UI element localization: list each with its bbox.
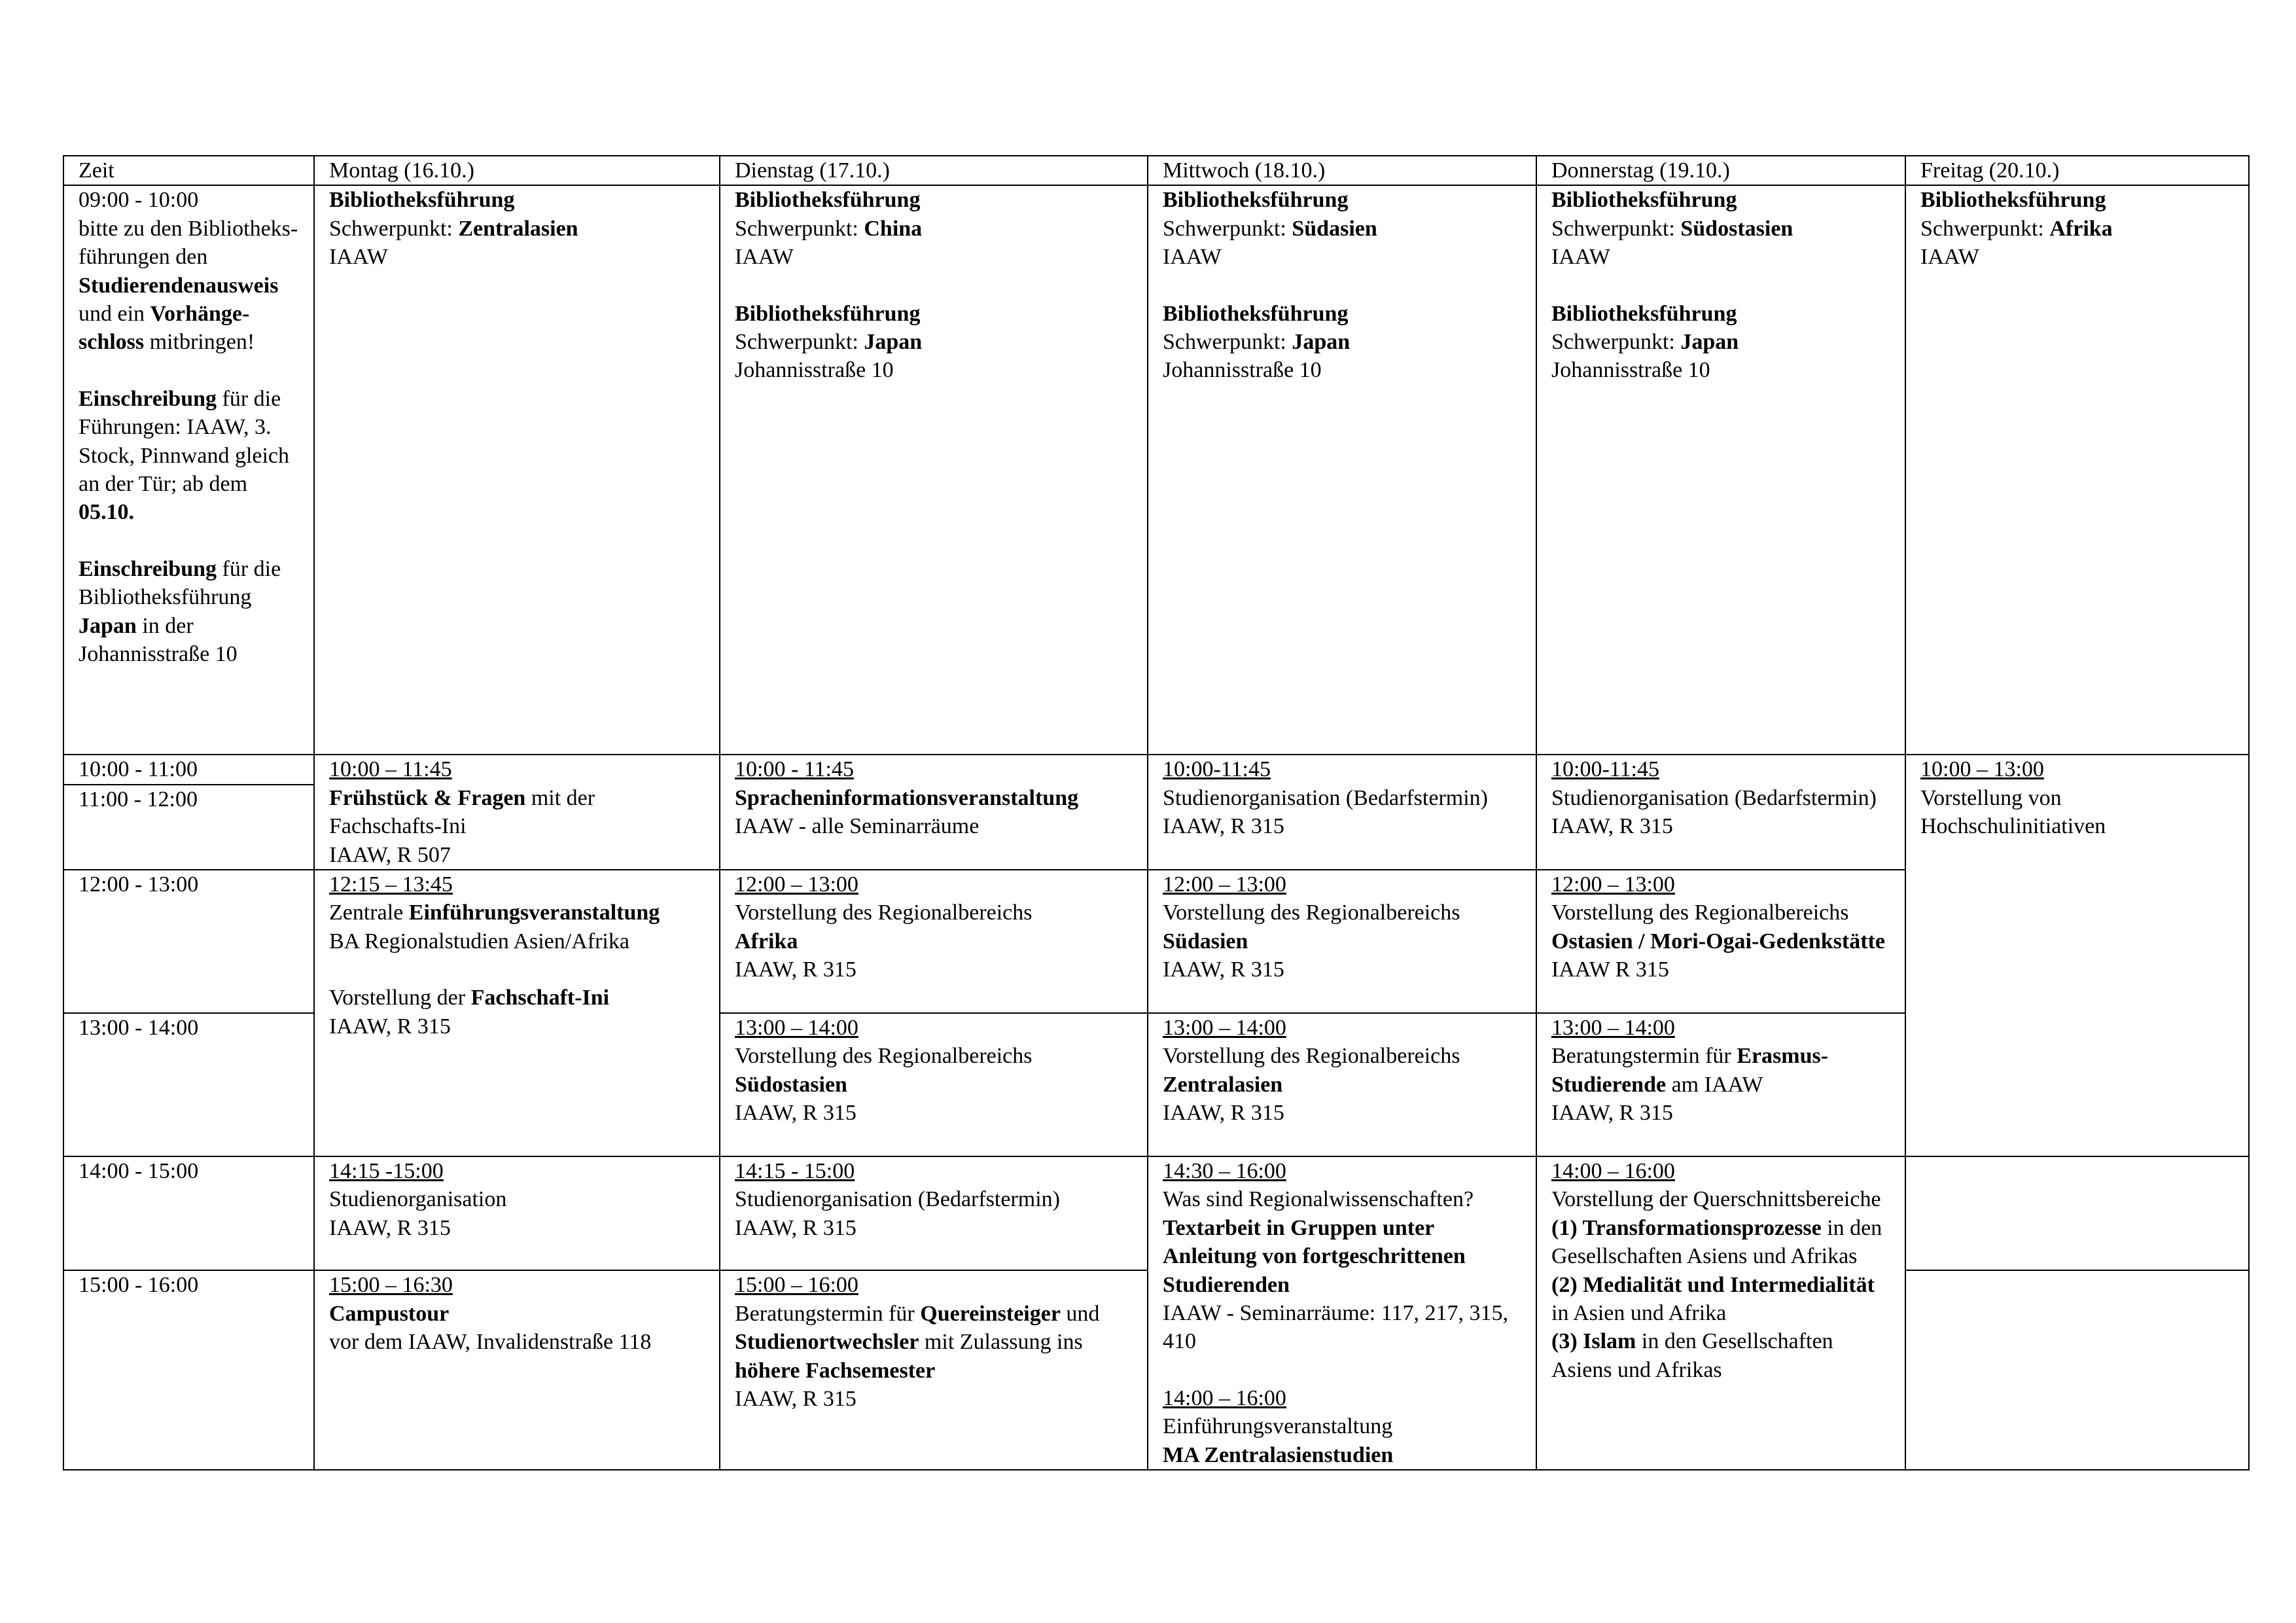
schedule-table: [63, 155, 2250, 1471]
event-thu-erasmus: 13:00 – 14:00 Beratungstermin für Erasmus-Studierende am IAAW IAAW, R 315: [1536, 1013, 1905, 1156]
event-wed-region-south-asia: 12:00 – 13:00 Vorstellung des Regionalbereichs Südasien IAAW, R 315: [1148, 870, 1536, 1013]
note-paragraph-2: Einschreibung für die Führungen: IAAW, 3. Stock, Pinnwand gleich an der Tür; ab dem 05.10.: [79, 386, 290, 525]
header-wednesday: Mittwoch (18.10.): [1148, 156, 1536, 185]
event-wed-regional-sciences: 14:30 – 16:00 Was sind Regionalwissenschaften? Textarbeit in Gruppen unter Anleitung von fortgeschrittenen Studierenden IAAW - Seminarräume: 117, 217, 315, 410 14:00 – 16:00 Einführungsveranstaltung MA Zentralasienstudien: [1148, 1156, 1536, 1470]
event-fri-initiatives: 10:00 – 13:00 Vorstellung von Hochschulinitiativen: [1905, 755, 2249, 1156]
row-1400: [63, 1156, 2249, 1270]
header-tuesday: Dienstag (17.10.): [720, 156, 1148, 185]
event-mon-campus-tour: 15:00 – 16:30 Campustour vor dem IAAW, Invalidenstraße 118: [314, 1270, 720, 1470]
header-zeit: Zeit: [63, 156, 314, 185]
header-monday: Montag (16.10.): [314, 156, 720, 185]
event-tue-study-organisation: 14:15 - 15:00 Studienorganisation (Bedarfstermin) IAAW, R 315: [720, 1156, 1148, 1270]
event-thu-library-tour: Bibliotheksführung Schwerpunkt: Südostasien IAAW Bibliotheksführung Schwerpunkt: Japan Johannisstraße 10: [1536, 185, 1905, 755]
time-label: 09:00 - 10:00: [79, 188, 199, 213]
event-mon-introduction: 12:15 – 13:45 Zentrale Einführungsveranstaltung BA Regionalstudien Asien/Afrika Vorstellung der Fachschaft-Ini IAAW, R 315: [314, 870, 720, 1156]
event-mon-study-organisation: 14:15 -15:00 Studienorganisation IAAW, R 315: [314, 1156, 720, 1270]
event-tue-lateral-entry: 15:00 – 16:00 Beratungstermin für Quereinsteiger und Studienortwechsler mit Zulassung ins höhere Fachsemester IAAW, R 315: [720, 1270, 1148, 1470]
header-friday: Freitag (20.10.): [1905, 156, 2249, 185]
time-cell-1400: 14:00 - 15:00: [63, 1156, 314, 1270]
note-paragraph-3: Einschreibung für die Bibliotheksführung Japan in der Johannisstraße 10: [79, 556, 281, 667]
row-1000: [63, 755, 2249, 784]
event-tue-region-africa: 12:00 – 13:00 Vorstellung des Regionalbereichs Afrika IAAW, R 315: [720, 870, 1148, 1013]
header-thursday: Donnerstag (19.10.): [1536, 156, 1905, 185]
row-0900: [63, 185, 2249, 755]
event-fri-library-tour: Bibliotheksführung Schwerpunkt: Afrika IAAW: [1905, 185, 2249, 755]
event-thu-region-east-asia: 12:00 – 13:00 Vorstellung des Regionalbereichs Ostasien / Mori-Ogai-Gedenkstätte IAAW R 315: [1536, 870, 1905, 1013]
time-cell-1500: 15:00 - 16:00: [63, 1270, 314, 1470]
event-wed-library-tour: Bibliotheksführung Schwerpunkt: Südasien IAAW Bibliotheksführung Schwerpunkt: Japan Johannisstraße 10: [1148, 185, 1536, 755]
event-mon-breakfast: 10:00 – 11:45 Frühstück & Fragen mit der Fachschafts-Ini IAAW, R 507: [314, 755, 720, 870]
note-paragraph-1: bitte zu den Bibliotheks-führungen den Studierendenausweis und ein Vorhänge-schloss mitbringen!: [79, 216, 298, 355]
time-cell-0900: [63, 185, 314, 755]
time-cell-1000: 10:00 - 11:00: [63, 755, 314, 784]
event-tue-language-info: 10:00 - 11:45 Spracheninformationsveranstaltung IAAW - alle Seminarräume: [720, 755, 1148, 870]
header-row: [63, 156, 2249, 185]
event-thu-study-organisation: 10:00-11:45 Studienorganisation (Bedarfstermin) IAAW, R 315: [1536, 755, 1905, 870]
event-tue-library-tour: Bibliotheksführung Schwerpunkt: China IAAW Bibliotheksführung Schwerpunkt: Japan Johannisstraße 10: [720, 185, 1148, 755]
event-mon-library-tour: Bibliotheksführung Schwerpunkt: Zentralasien IAAW: [314, 185, 720, 755]
time-cell-1300: 13:00 - 14:00: [63, 1013, 314, 1156]
time-cell-1100: 11:00 - 12:00: [63, 785, 314, 870]
event-thu-cross-sectional: 14:00 – 16:00 Vorstellung der Querschnittsbereiche (1) Transformationsprozesse in den Gesellschaften Asiens und Afrikas (2) Medialität und Intermedialität in Asien und Afrika (3) Islam in den Gesellschaften Asiens und Afrikas: [1536, 1156, 1905, 1470]
time-cell-1200: 12:00 - 13:00: [63, 870, 314, 1013]
empty-fri-late: [1905, 1270, 2249, 1470]
event-wed-region-central-asia: 13:00 – 14:00 Vorstellung des Regionalbereichs Zentralasien IAAW, R 315: [1148, 1013, 1536, 1156]
event-tue-region-southeast-asia: 13:00 – 14:00 Vorstellung des Regionalbereichs Südostasien IAAW, R 315: [720, 1013, 1148, 1156]
event-wed-study-organisation: 10:00-11:45 Studienorganisation (Bedarfstermin) IAAW, R 315: [1148, 755, 1536, 870]
